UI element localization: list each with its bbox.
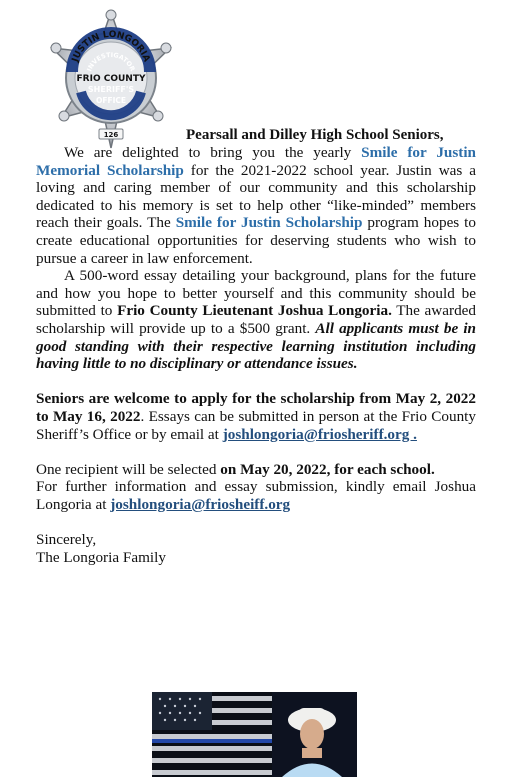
intro-text-2: for the 2021-2022 school year. Justin was a loving and caring member of our community and this scholarship dedicated to his memory is set to help other “like-minded” members reach their goals. The <box>36 161 476 232</box>
recipient-paragraph <box>36 461 476 479</box>
essay-text-2: The awarded scholarship will provide up to a $500 grant. <box>36 302 476 337</box>
essay-text-1: A 500-word essay detailing your background, plans for the future and how you hope to better yourself and this community should be submitted to <box>36 267 476 320</box>
intro-text-3: program hopes to create educational opportunities for deserving students who wish to pursue a career in law enforcement. <box>36 214 476 267</box>
paragraph-gap <box>36 443 476 461</box>
paragraph-gap <box>36 373 476 391</box>
recipient-text: One recipient will be selected <box>36 460 221 478</box>
badge-county-text: FRIO COUNTY <box>76 74 146 84</box>
letter-body <box>36 127 476 566</box>
intro-text-1: We are delighted to bring you the yearly <box>64 144 362 161</box>
paragraph-gap <box>36 513 476 531</box>
selection-date: on May 20, 2022, for each school. <box>220 460 435 478</box>
contact-text: For further information and essay submission, kindly email Joshua Longoria at <box>36 478 476 513</box>
badge-top-text: JUSTIN LONGORIA <box>70 29 152 64</box>
badge-role-text: INVESTIGATOR <box>85 50 137 73</box>
scholarship-title: Smile for Justin Memorial Scholarship <box>36 144 476 179</box>
memorial-photo <box>152 692 357 777</box>
signature-block <box>36 531 476 566</box>
email-link-2[interactable]: joshlongoria@friosheiff.org <box>110 495 291 513</box>
badge-agency-text: SHERIFF'S <box>87 85 135 94</box>
application-text: . Essays can be submitted in person at the Frio County Sheriff’s Office or by email at <box>36 407 476 443</box>
badge-number-text: 126 <box>103 131 119 139</box>
application-window-paragraph <box>36 390 476 443</box>
intro-paragraph <box>36 144 476 267</box>
essay-paragraph <box>36 267 476 373</box>
application-dates: Seniors are welcome to apply for the scholarship from May 2, 2022 to May 16, 2022 <box>36 390 476 425</box>
closing-salutation: Sincerely, <box>36 531 97 549</box>
closing-signature: The Longoria Family <box>36 548 166 566</box>
scholarship-program-name: Smile for Justin Scholarship <box>175 214 363 232</box>
eligibility-requirement: All applicants must be in good standing with their respective learning institution including having little to no disciplinary or attendance issues. <box>36 319 476 373</box>
badge-office-text: OFFICE <box>95 96 127 105</box>
email-link-1[interactable]: joshlongoria@friosheriff.org . <box>222 425 417 443</box>
essay-recipient: Frio County Lieutenant Joshua Longoria. <box>117 302 392 320</box>
letter-heading: Pearsall and Dilley High School Seniors, <box>186 127 444 143</box>
contact-paragraph <box>36 478 476 513</box>
